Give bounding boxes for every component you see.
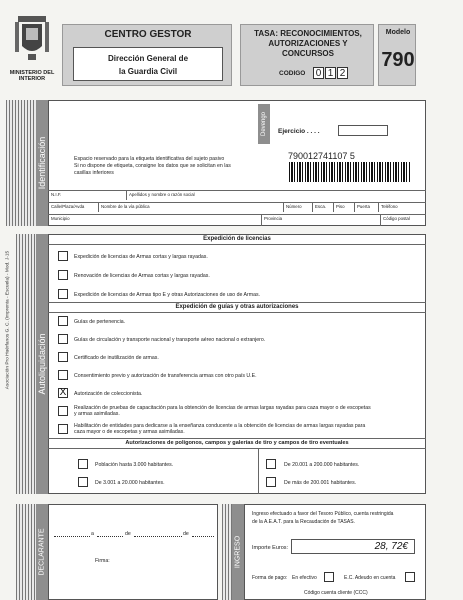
ejercicio-field[interactable] bbox=[338, 125, 388, 136]
codigo-digit: 2 bbox=[337, 67, 348, 79]
divider bbox=[48, 244, 426, 245]
divider bbox=[48, 190, 426, 191]
importe-field[interactable] bbox=[291, 539, 415, 554]
divider bbox=[261, 214, 262, 226]
espacio-text-line2: Si no dispone de etiqueta, consigne los datos que se solicitan en las bbox=[74, 163, 231, 169]
divider bbox=[258, 448, 259, 494]
side-print-text: Asociación Pro Huérfanos G. C. (Imprenta - Escuela) - Mod. J-15 bbox=[5, 250, 11, 390]
barcode bbox=[289, 162, 411, 182]
espacio-text-line3: casillas inferiores bbox=[74, 170, 114, 176]
codigo-digit: 0 bbox=[313, 67, 324, 79]
divider bbox=[98, 202, 99, 212]
autoliquidacion-label: Autoliquidación bbox=[37, 333, 47, 395]
ccc-label: Código cuenta cliente (CCC) bbox=[304, 590, 368, 596]
pruebas-capacitacion-checkbox[interactable] bbox=[58, 406, 68, 416]
ingreso-text-line2: de la A.E.A.T. para la Recaudación de TASAS. bbox=[252, 519, 355, 525]
centro-gestor-box bbox=[62, 24, 232, 86]
inutilizacion-label: Certificado de inutilización de armas. bbox=[74, 355, 159, 361]
date-line bbox=[54, 536, 90, 537]
tasa-title-line2: AUTORIZACIONES Y bbox=[268, 39, 348, 48]
poblacion-20000-label: De 3.001 a 20.000 habitantes. bbox=[95, 480, 165, 486]
centro-gestor-title: CENTRO GESTOR bbox=[104, 29, 192, 40]
inutilizacion-checkbox[interactable] bbox=[58, 352, 68, 362]
coleccionista-label: Autorización de coleccionista. bbox=[74, 391, 143, 397]
devengo-label: Devengo bbox=[261, 111, 267, 137]
transferencia-label: Consentimiento previo y autorización de transferencia armas con otro país U.E. bbox=[74, 373, 257, 379]
licencias-tipo-e-checkbox[interactable] bbox=[58, 289, 68, 299]
adeudo-checkbox[interactable] bbox=[405, 572, 415, 582]
modelo-label: Modelo bbox=[385, 29, 411, 36]
transferencia-checkbox[interactable] bbox=[58, 370, 68, 380]
pruebas-capacitacion-label-cont: y armas asimiladas. bbox=[74, 411, 120, 417]
espacio-text-line1: Espacio reservado para la etiqueta identificativa del sujeto pasivo bbox=[74, 156, 225, 162]
habilitacion-entidades-label-cont: caza mayor o de escopetas y armas asimiladas. bbox=[74, 429, 185, 435]
divider bbox=[48, 438, 426, 439]
poblacion-mas-200000-label: De más de 200.001 habitantes. bbox=[284, 480, 357, 486]
numero-label: Número bbox=[286, 204, 302, 209]
forma-pago-label: Forma de pago: bbox=[252, 575, 288, 581]
tasa-box bbox=[240, 24, 374, 86]
poblacion-3000-checkbox[interactable] bbox=[78, 459, 88, 469]
nombre-via-label: Nombre de la vía pública bbox=[101, 204, 150, 209]
pruebas-capacitacion-label: Realización de pruebas de capacitación para la obtención de licencias de armas largas rayadas para caza mayor o de escopetas bbox=[74, 405, 371, 411]
ejercicio-label: Ejercicio . . . . bbox=[278, 128, 320, 135]
divider bbox=[380, 214, 381, 226]
codigo-digit: 1 bbox=[325, 67, 336, 79]
licencias-tipo-e-label: Expedición de licencias de Armas tipo E y otras Autorizaciones de uso de Armas. bbox=[74, 292, 260, 298]
ingreso-band-hatch bbox=[222, 504, 232, 600]
autoliquidacion-band-hatch bbox=[16, 234, 36, 494]
coat-of-arms-logo bbox=[14, 14, 50, 64]
provincia-label: Provincia bbox=[264, 216, 283, 221]
habilitacion-entidades-label: Habilitación de entidades para dedicarse a la enseñanza conducente a la obtención de licencias de armas largas rayadas para bbox=[74, 423, 366, 429]
ingreso-label: INGRESO bbox=[234, 535, 242, 569]
divider bbox=[126, 190, 127, 200]
date-de-label: de bbox=[125, 531, 131, 537]
habilitacion-entidades-checkbox[interactable] bbox=[58, 424, 68, 434]
poligonos-heading: Autorizaciones de polígonos, campos y galerías de tiro y campos de tiro eventuales bbox=[125, 440, 349, 446]
guias-circulacion-label: Guías de circulación y transporte nacional y transporte aéreo nacional o extranjero. bbox=[74, 337, 266, 343]
poblacion-3000-label: Población hasta 3.000 habitantes. bbox=[95, 462, 174, 468]
tasa-title-line1: TASA: RECONOCIMIENTOS, bbox=[254, 29, 362, 38]
tasa-title-line3: CONCURSOS bbox=[281, 49, 334, 58]
codigo-postal-label: Código postal bbox=[383, 216, 410, 221]
centro-gestor-line2: la Guardia Civil bbox=[118, 67, 178, 76]
divider bbox=[283, 202, 284, 212]
divider bbox=[48, 302, 426, 303]
identificacion-label: Identificación bbox=[37, 136, 47, 190]
side-print-note bbox=[2, 240, 14, 400]
identificacion-band-hatch bbox=[6, 100, 36, 226]
declarante-band-hatch bbox=[16, 504, 36, 600]
declarante-band bbox=[36, 504, 48, 600]
identificacion-band bbox=[36, 100, 48, 226]
guias-pertenencia-label: Guías de pertenencia. bbox=[74, 319, 126, 325]
ingreso-band bbox=[232, 504, 244, 600]
efectivo-label: En efectivo bbox=[292, 575, 317, 581]
licencias-heading: Expedición de licencias bbox=[203, 236, 271, 242]
guias-pertenencia-checkbox[interactable] bbox=[58, 316, 68, 326]
nif-label: N.I.F. bbox=[51, 192, 62, 197]
ministry-label: MINISTERIO DEL INTERIOR bbox=[9, 70, 55, 82]
calle-label: Calle/Plaza/Avda bbox=[51, 204, 85, 209]
firma-label: Firma: bbox=[95, 558, 110, 564]
importe-value: 28, 72€ bbox=[374, 541, 408, 552]
apellidos-label: Apellidos y nombre o razón social bbox=[129, 192, 195, 197]
date-line bbox=[97, 536, 123, 537]
date-line bbox=[192, 536, 214, 537]
codigo-label: CODIGO bbox=[279, 70, 306, 77]
piso-label: Piso bbox=[336, 204, 345, 209]
autoliquidacion-band bbox=[36, 234, 48, 494]
divider bbox=[48, 312, 426, 313]
renovacion-licencias-checkbox[interactable] bbox=[58, 270, 68, 280]
guias-circulacion-checkbox[interactable] bbox=[58, 334, 68, 344]
divider bbox=[48, 202, 426, 203]
centro-gestor-name-box bbox=[73, 47, 223, 81]
municipio-label: Municipio bbox=[51, 216, 70, 221]
modelo-number: 790 bbox=[381, 49, 415, 71]
escalera-label: Esca. bbox=[315, 204, 326, 209]
divider bbox=[333, 202, 334, 212]
date-a-label: a bbox=[91, 531, 94, 537]
centro-gestor-line1: Dirección General de bbox=[107, 54, 189, 63]
modelo-box bbox=[378, 24, 416, 86]
ingreso-text-line1: Ingreso efectuado a favor del Tesoro Público, cuenta restringida bbox=[252, 511, 394, 517]
efectivo-checkbox[interactable] bbox=[324, 572, 334, 582]
licencias-armas-label: Expedición de licencias de Armas cortas y largas rayadas. bbox=[74, 254, 208, 260]
date-de-label-2: de bbox=[183, 531, 189, 537]
renovacion-licencias-label: Renovación de licencias de Armas cortas y largas rayadas. bbox=[74, 273, 210, 279]
check-mark: X bbox=[59, 387, 67, 398]
telefono-label: Teléfono bbox=[381, 204, 398, 209]
date-line bbox=[134, 536, 182, 537]
guias-heading: Expedición de guías y otras autorizaciones bbox=[175, 304, 299, 310]
declarante-label: DECLARANTE bbox=[38, 528, 46, 576]
poblacion-200000-label: De 20.001 a 200.000 habitantes. bbox=[284, 462, 360, 468]
divider bbox=[354, 202, 355, 212]
adeudo-label: E.C. Adeudo en cuenta bbox=[344, 575, 396, 581]
declarante-area bbox=[48, 504, 218, 600]
poblacion-20000-checkbox[interactable] bbox=[78, 477, 88, 487]
barcode-number: 790012741107 5 bbox=[288, 151, 355, 161]
divider bbox=[48, 448, 426, 449]
divider bbox=[378, 202, 379, 212]
poblacion-mas-200000-checkbox[interactable] bbox=[266, 477, 276, 487]
divider bbox=[48, 214, 426, 215]
coleccionista-checkbox[interactable] bbox=[58, 388, 68, 398]
licencias-armas-checkbox[interactable] bbox=[58, 251, 68, 261]
devengo-band bbox=[258, 104, 270, 144]
puerta-label: Puerta bbox=[357, 204, 370, 209]
divider bbox=[312, 202, 313, 212]
poblacion-200000-checkbox[interactable] bbox=[266, 459, 276, 469]
importe-label: Importe Euros: bbox=[252, 545, 289, 551]
